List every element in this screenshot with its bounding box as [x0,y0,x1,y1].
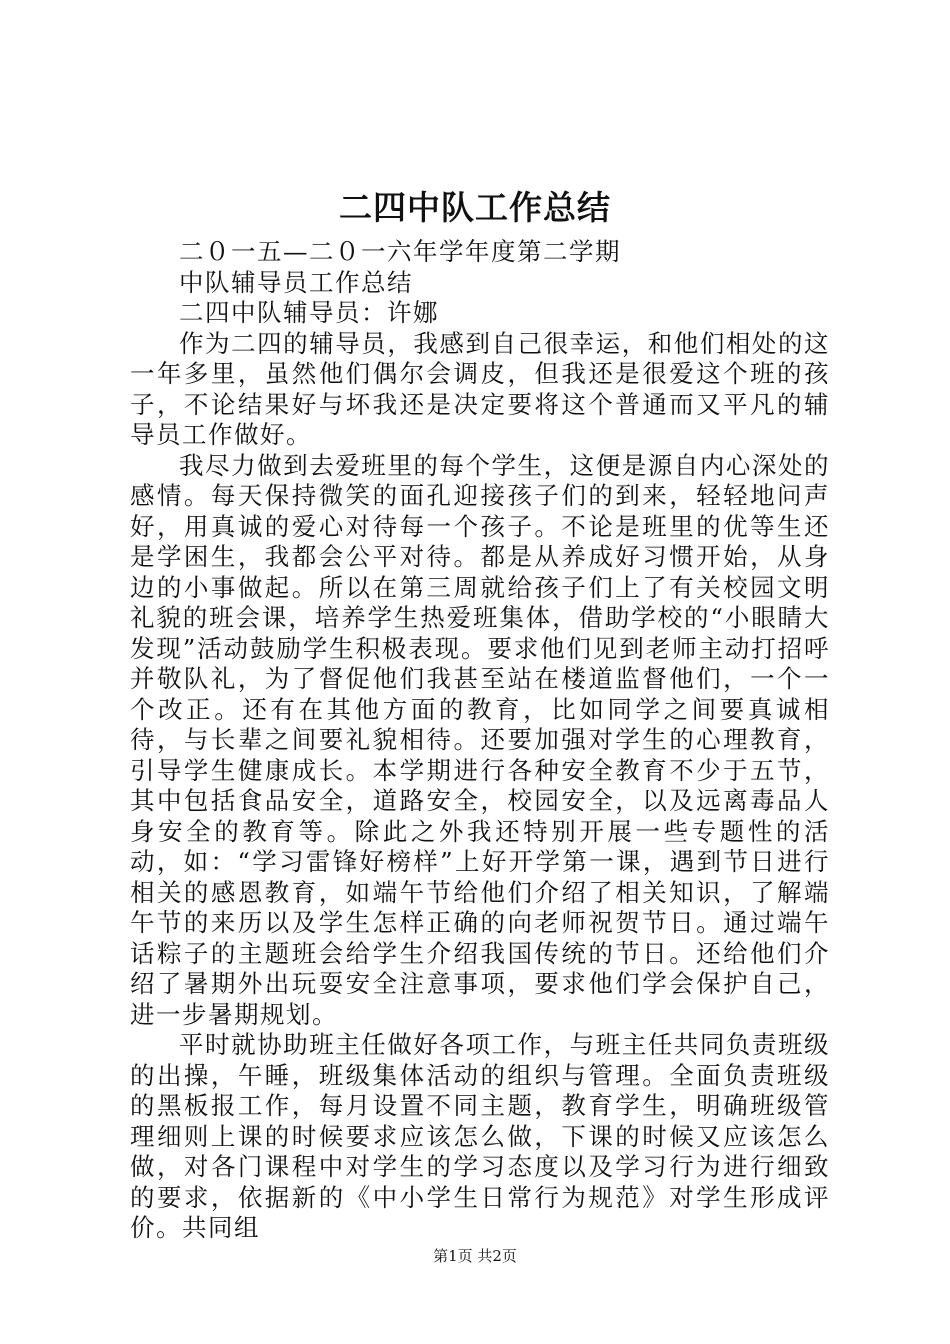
document-body [130,237,830,1244]
page-number-footer: 第1页 共2页 [433,1247,517,1265]
document-title: 二四中队工作总结 [339,188,611,227]
subtitle-line: 二四中队辅导员：许娜 [179,298,439,327]
body-paragraph: 平时就协助班主任做好各项工作，与班主任共同负责班级的出操，午睡，班级集体活动的组织与管理。全面负责班级的黑板报工作，每月设置不同主题，教育学生，明确班级管理细则上课的时候要求应该怎么做，下课的时候又应该怎么做，对各门课程中对学生的学习态度以及学习行为进行细致的要求，依据新的《中小学生日常行为规范》对学生形成评价。共同组 [130,1030,830,1242]
subtitle-line: 中队辅导员工作总结 [179,267,413,297]
body-paragraph: 我尽力做到去爱班里的每个学生，这便是源自内心深处的感情。每天保持微笑的面孔迎接孩子们的到来，轻轻地问声好，用真诚的爱心对待每一个孩子。不论是班里的优等生还是学困生，我都会公平对待。都是从养成好习惯开始，从身边的小事做起。所以在第三周就给孩子们上了有关校园文明礼貌的班会课，培养学生热爱班集体，借助学校的“小眼睛大发现”活动鼓励学生积极表现。要求他们见到老师主动打招呼并敬队礼，为了督促他们我甚至站在楼道监督他们，一个一个改正。还有在其他方面的教育，比如同学之间要真诚相待，与长辈之间要礼貌相待。还要加强对学生的心理教育，引导学生健康成长。本学期进行各种安全教育不少于五节，其中包括食品安全，道路安全，校园安全，以及远离毒品人身安全的教育等。除此之外我还特别开展一些专题性的活动，如：“学习雷锋好榜样”上好开学第一课，遇到节日进行相关的感恩教育，如端午节给他们介绍了相关知识，了解端午节的来历以及学生怎样正确的向老师祝贺节日。通过端午话粽子的主题班会给学生介绍我国传统的节日。还给他们介绍了暑期外出玩耍安全注意事项，要求他们学会保护自己，进一步暑期规划。 [130,450,830,1029]
subtitle-line: 二０一五—二０一六年学年度第二学期 [179,237,621,266]
body-paragraph: 作为二四的辅导员，我感到自己很幸运，和他们相处的这一年多里，虽然他们偶尔会调皮，但我还是很爱这个班的孩子，不论结果好与坏我还是决定要将这个普通而又平凡的辅导员工作做好。 [130,328,830,449]
